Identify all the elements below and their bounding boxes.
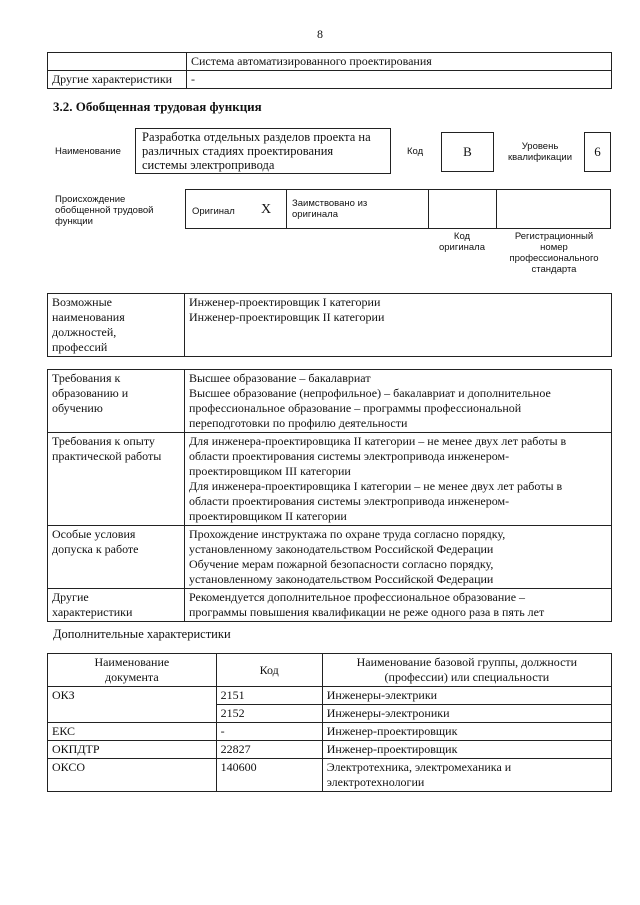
additional-table: [47, 653, 612, 792]
cell-doc: ОКЗ: [48, 687, 217, 723]
positions-values: Инженер-проектировщик I категории Инженер-проектировщик II категории: [185, 294, 612, 357]
requirement-label: Требования к образованию и обучению: [48, 370, 185, 433]
cell-group: Электротехника, электромеханика и электротехнологии: [322, 759, 611, 792]
top-row2-value: -: [187, 71, 612, 89]
table-row: [48, 741, 612, 759]
requirement-row: [48, 433, 612, 526]
code-value: B: [441, 132, 494, 172]
positions-table: [47, 293, 612, 357]
requirement-row: [48, 526, 612, 589]
positions-label: Возможные наименования должностей, профессий: [48, 294, 185, 357]
requirement-value: Рекомендуется дополнительное профессиональное образование – программы повышения квалификации не реже одного раза в пять лет: [185, 589, 612, 622]
requirement-row: [48, 589, 612, 622]
page-number: 8: [317, 27, 323, 41]
cell-code: 2152: [216, 705, 322, 723]
additional-title: Дополнительные характеристики: [53, 627, 231, 641]
requirement-label: Требования к опыту практической работы: [48, 433, 185, 526]
cell-doc: ОКСО: [48, 759, 217, 792]
original-mark: X: [261, 202, 272, 217]
table-row: [48, 759, 612, 792]
cell-doc: ЕКС: [48, 723, 217, 741]
cell-group: Инженер-проектировщик: [322, 741, 611, 759]
cell-code: 140600: [216, 759, 322, 792]
additional-header-row: [48, 654, 612, 687]
cell-code: 2151: [216, 687, 322, 705]
reg-number-label: Регистрационный номер профессионального стандарта: [509, 231, 599, 275]
function-name-line: системы электропривода: [142, 158, 275, 172]
requirement-value: Для инженера-проектировщика II категории – не менее двух лет работы в области проектирования системы электропривода инженером- проектировщиком III категории Для инженера-проектировщика I категории – не менее двух лет работы в области проектирования системы электропривода инженером- проектировщиком II категории: [185, 433, 612, 526]
function-name-line: различных стадиях проектирования: [142, 144, 334, 158]
requirements-table: [47, 369, 612, 622]
borrowed-label: Заимствовано из оригинала: [292, 198, 368, 220]
requirement-value: Прохождение инструктажа по охране труда согласно порядку, установленному законодательством Российской Федерации Обучение мерам пожарной безопасности согласно порядку, установленному законодательством Российской Федерации: [185, 526, 612, 589]
code-label: Код: [407, 146, 424, 157]
cell-group: Инженеры-электрики: [322, 687, 611, 705]
requirement-label: Особые условия допуска к работе: [48, 526, 185, 589]
function-name-box: [135, 128, 391, 174]
header-group-name: Наименование базовой группы, должности (профессии) или специальности: [322, 654, 611, 687]
cell-code: -: [216, 723, 322, 741]
table-row: [48, 723, 612, 741]
header-doc-name: Наименование документа: [48, 654, 217, 687]
top-table: [47, 52, 612, 89]
header-code: Код: [216, 654, 322, 687]
origin-grid: [185, 189, 611, 229]
name-label: Наименование: [55, 146, 121, 157]
cell-code: 22827: [216, 741, 322, 759]
top-row1-value: Система автоматизированного проектирования: [187, 53, 612, 71]
level-label: Уровень квалификации: [507, 141, 573, 163]
original-label: Оригинал: [192, 206, 235, 217]
requirement-row: [48, 370, 612, 433]
requirement-value: Высшее образование – бакалавриат Высшее образование (непрофильное) – бакалавриат и дополнительное профессиональное образование – программы профессиональной переподготовки по профилю деятельности: [185, 370, 612, 433]
top-row2-label: Другие характеристики: [48, 71, 187, 89]
origin-label: Происхождение обобщенной трудовой функции: [55, 194, 154, 227]
requirement-label: Другие характеристики: [48, 589, 185, 622]
cell-group: Инженеры-электроники: [322, 705, 611, 723]
function-name-line: Разработка отдельных разделов проекта на: [142, 130, 371, 144]
level-value: 6: [584, 132, 611, 172]
cell-doc: ОКПДТР: [48, 741, 217, 759]
section-title: 3.2. Обобщенная трудовая функция: [53, 99, 262, 114]
cell-group: Инженер-проектировщик: [322, 723, 611, 741]
code-original-label: Код оригинала: [438, 231, 485, 253]
table-row: [48, 687, 612, 705]
